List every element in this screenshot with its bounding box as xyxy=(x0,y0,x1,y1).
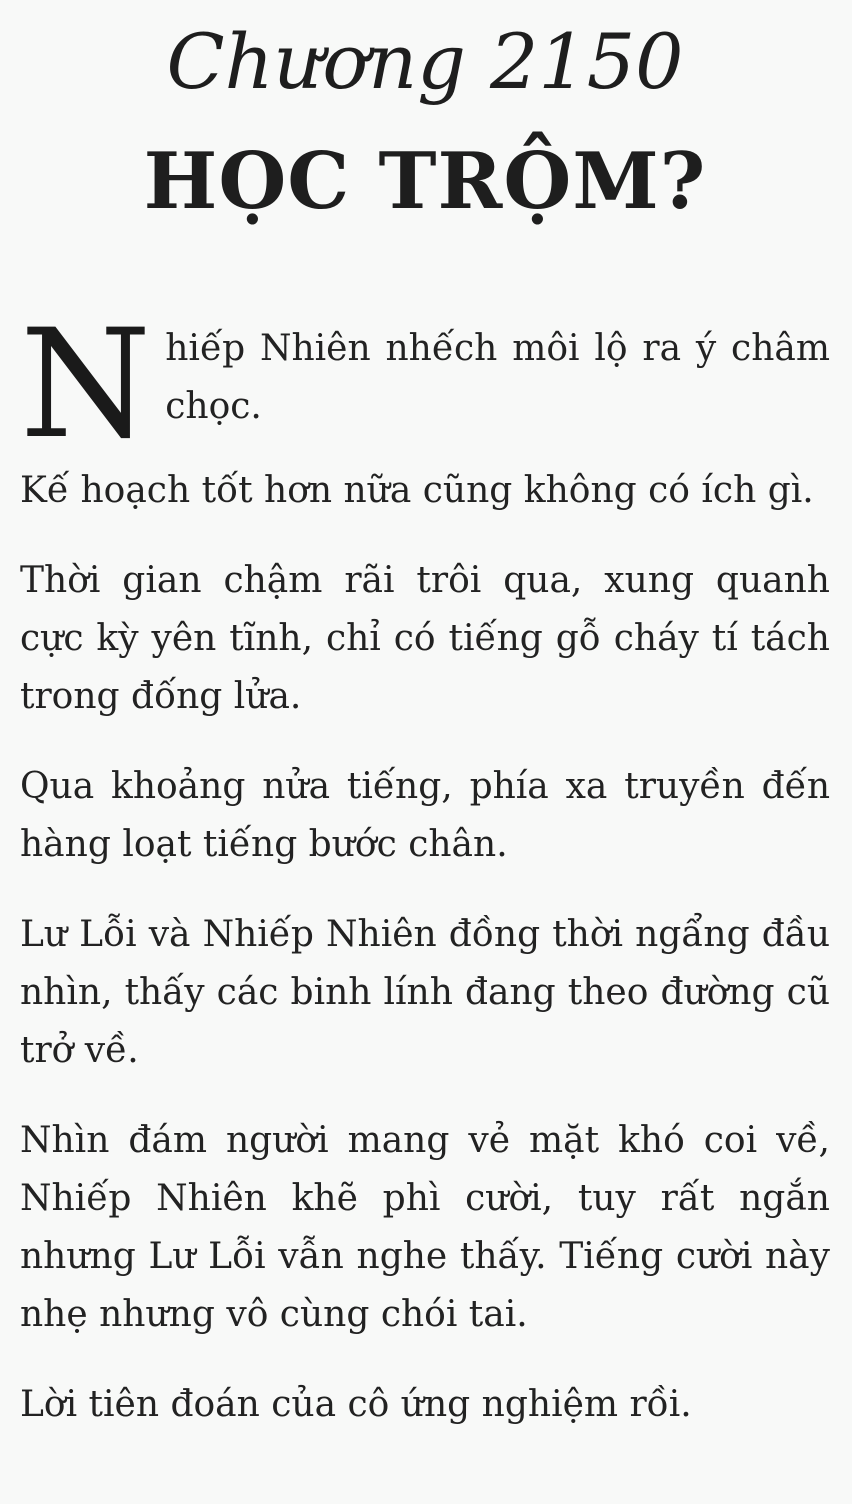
paragraph: Kế hoạch tốt hơn nữa cũng không có ích gì. xyxy=(20,470,814,511)
chapter-number: Chương 2150 xyxy=(166,17,684,106)
drop-cap: N xyxy=(20,298,152,472)
paragraph: Thời gian chậm rãi trôi qua, xung quanh cực kỳ yên tĩnh, chỉ có tiếng gỗ cháy tí tách trong đống lửa. xyxy=(20,560,830,717)
paragraph: Lời tiên đoán của cô ứng nghiệm rồi. xyxy=(20,1384,692,1425)
chapter-body xyxy=(20,298,830,1434)
paragraph: Nhìn đám người mang vẻ mặt khó coi về, Nhiếp Nhiên khẽ phì cười, tuy rất ngắn nhưng Lư Lỗi vẫn nghe thấy. Tiếng cười này nhẹ nhưng vô cùng chói tai. xyxy=(20,1120,830,1335)
paragraph-first-text: hiếp Nhiên nhếch môi lộ ra ý châm chọc. xyxy=(165,328,830,427)
paragraph: Lư Lỗi và Nhiếp Nhiên đồng thời ngẩng đầu nhìn, thấy các binh lính đang theo đường cũ trở về. xyxy=(20,914,830,1071)
chapter-title: HỌC TRỘM? xyxy=(143,136,707,227)
paragraph-first xyxy=(20,298,830,472)
paragraph: Qua khoảng nửa tiếng, phía xa truyền đến hàng loạt tiếng bước chân. xyxy=(20,766,830,865)
